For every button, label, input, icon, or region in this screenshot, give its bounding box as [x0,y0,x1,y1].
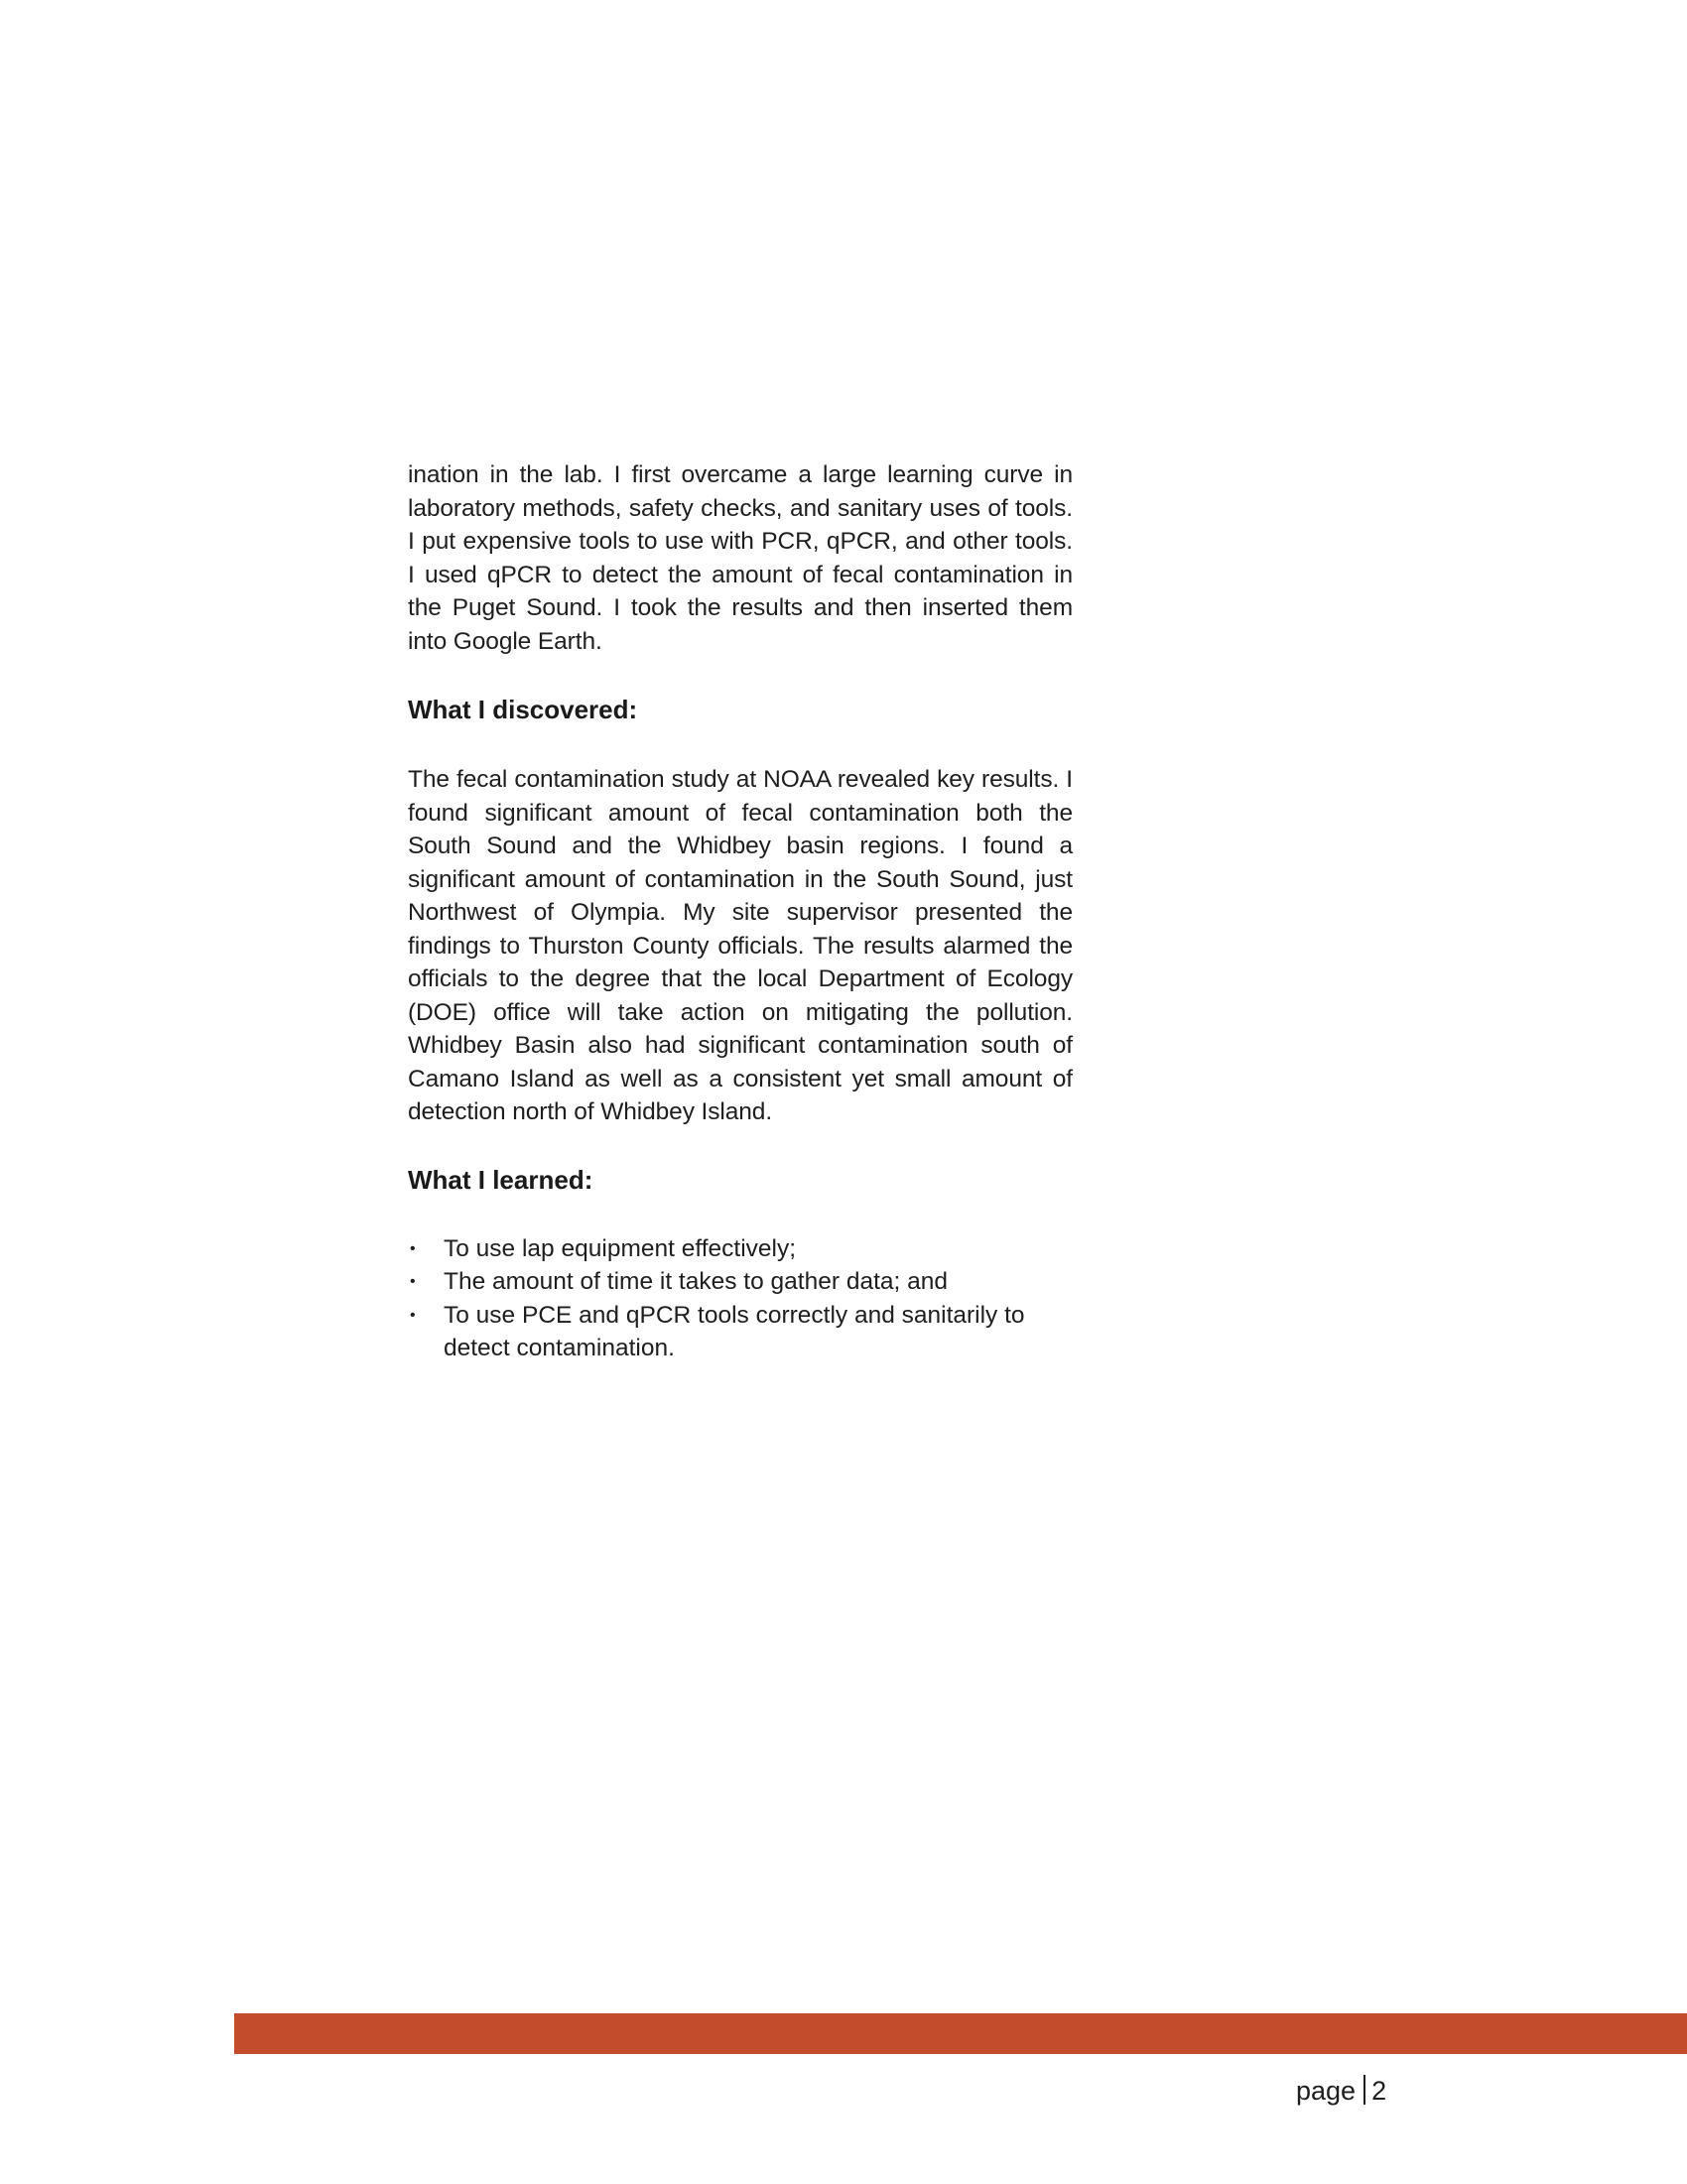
page-separator [1363,2075,1365,2105]
list-item [408,1265,1043,1299]
list-item-text: To use lap equipment effectively; [444,1234,797,1262]
section-heading-learned: What I learned: [408,1164,593,1195]
learned-bullet-list [408,1232,1043,1365]
list-item [408,1299,1043,1365]
page-number [1296,2074,1386,2108]
bullet-icon: • [410,1239,416,1257]
list-item-text: The amount of time it takes to gather data; and [444,1268,948,1295]
page-label: page [1296,2076,1357,2106]
bullet-icon: • [410,1273,416,1290]
discovered-paragraph: The fecal contamination study at NOAA revealed key results. I found significant amount of fecal contamination both the South Sound and the Whidbey basin regions. I found a significant amount of contamination in the South Sound, just Northwest of Olympia. My site supervisor presented the findings to Thurston County officials. The results alarmed the officials to the degree that the local Department of Ecology (DOE) office will take action on mitigating the pollution. Whidbey Basin also had significant contamination south of Camano Island as well as a consistent yet small amount of detection north of Whidbey Island. [408,766,1073,1125]
list-item-text: To use PCE and qPCR tools correctly and sanitarily to detect contamination. [444,1301,1025,1361]
section-heading-discovered: What I discovered: [408,695,638,724]
document-body [408,458,1073,1365]
bullet-icon: • [410,1306,416,1324]
footer-bar [234,2013,1687,2054]
list-item [408,1232,1043,1266]
intro-paragraph: ination in the lab. I first overcame a large learning curve in laboratory methods, safety checks, and sanitary uses of tools. I put expensive tools to use with PCR, qPCR, and other tools. I used qPCR to detect the amount of fecal contamination in the Puget Sound. I took the results and then inserted them into Google Earth. [408,461,1073,655]
page-number-value: 2 [1371,2076,1387,2106]
